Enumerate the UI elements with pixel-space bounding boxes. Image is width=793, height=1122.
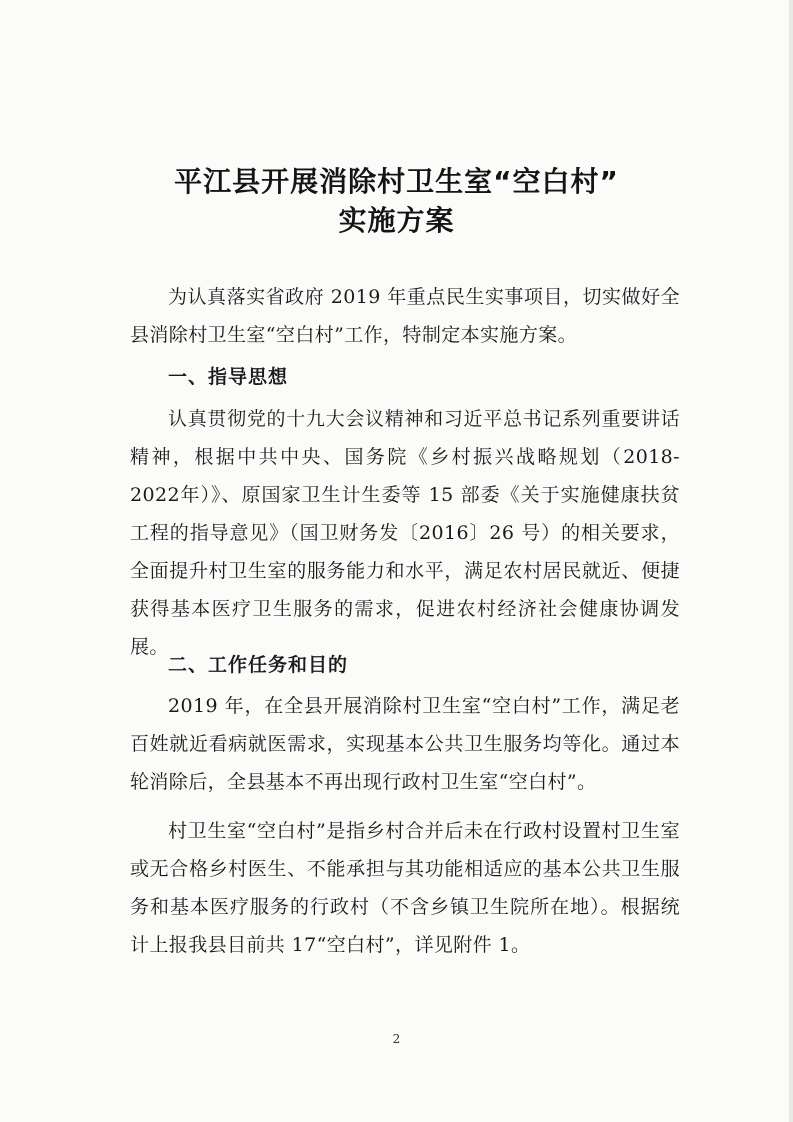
section2-heading: 二、工作任务和目的 (168, 654, 349, 676)
document-title-line1: 平江县开展消除村卫生室“空白村” (174, 165, 619, 198)
page-edge (789, 0, 793, 1122)
document-title-line2: 实施方案 (338, 204, 455, 237)
intro-paragraph: 为认真落实省政府 2019 年重点民生实事项目，切实做好全县消除村卫生室“空白村”工作，特制定本实施方案。 (130, 286, 680, 346)
page-number: 2 (392, 1032, 401, 1046)
section2-paragraph-1: 2019 年，在全县开展消除村卫生室“空白村”工作，满足老百姓就近看病就医需求，实现基本公共卫生服务均等化。通过本轮消除后，全县基本不再出现行政村卫生室“空白村”。 (130, 695, 680, 793)
section1-heading: 一、指导思想 (168, 366, 289, 388)
section1-paragraph: 认真贯彻党的十九大会议精神和习近平总书记系列重要讲话精神，根据中共中央、国务院《乡村振兴战略规划（2018-2022年）》、原国家卫生计生委等 15 部委《关于实施健康扶贫工程的指导意见》（国卫财务发〔2016〕26 号）的相关要求，全面提升村卫生室的服务能力和水平，满足农村居民就近、便捷获得基本医疗卫生服务的需求，促进农村经济社会健康协调发展。 (130, 408, 680, 658)
section2-paragraph-2: 村卫生室“空白村”是指乡村合并后未在行政村设置村卫生室或无合格乡村医生、不能承担与其功能相适应的基本公共卫生服务和基本医疗服务的行政村（不含乡镇卫生院所在地）。根据统计上报我县目前共 17“空白村”，详见附件 1。 (130, 820, 680, 956)
